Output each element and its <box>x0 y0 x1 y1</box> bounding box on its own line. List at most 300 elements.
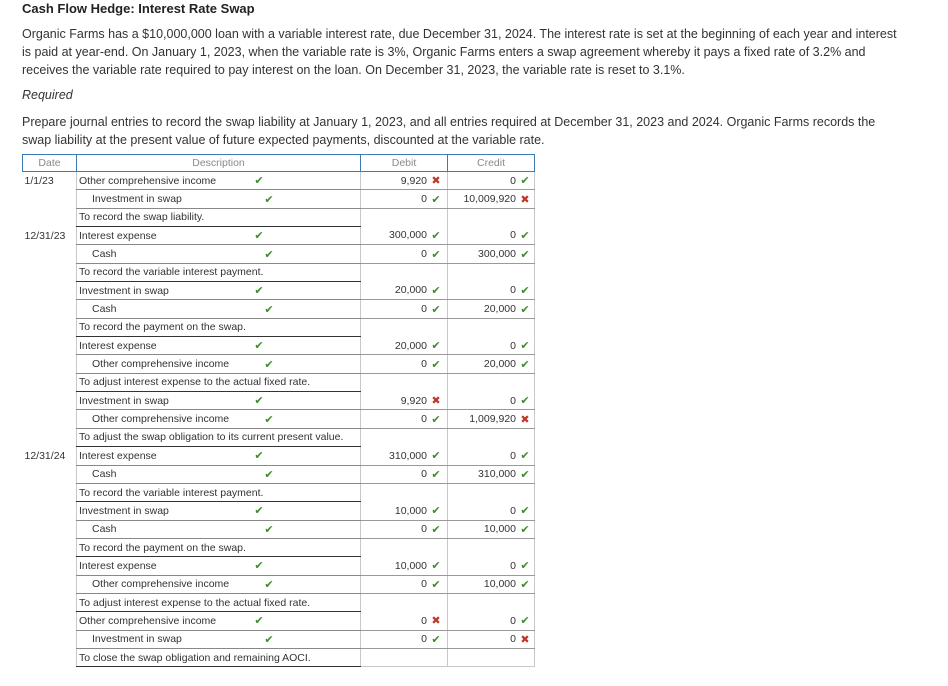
amount-value-group <box>395 284 441 297</box>
check-icon: ✔ <box>431 358 441 371</box>
header-description: Description <box>77 155 361 172</box>
amount-value-group <box>510 339 530 352</box>
entry-date-blank <box>23 300 77 318</box>
x-icon: ✖ <box>431 395 441 408</box>
amount-value: 10,000 <box>483 578 516 591</box>
memo-blank-cell <box>361 593 448 611</box>
debit-account-select[interactable] <box>77 227 361 245</box>
credit-amount-input[interactable] <box>448 300 535 318</box>
credit-amount-input[interactable] <box>448 392 535 410</box>
journal-header-row <box>23 155 535 172</box>
check-icon: ✔ <box>264 303 274 316</box>
entry-date-blank <box>23 575 77 593</box>
amount-value: 0 <box>510 394 516 407</box>
debit-amount-input[interactable] <box>361 520 448 538</box>
check-icon: ✔ <box>520 450 530 463</box>
entry-date: 12/31/24 <box>24 449 66 462</box>
entry-date-blank <box>23 208 77 226</box>
account-name: Other comprehensive income <box>92 413 230 426</box>
check-icon: ✔ <box>520 615 530 628</box>
check-icon: ✔ <box>264 193 274 206</box>
amount-value: 0 <box>421 633 427 646</box>
amount-value-group <box>421 358 441 371</box>
debit-amount-input[interactable] <box>361 300 448 318</box>
credit-account-field <box>77 523 360 536</box>
check-icon: ✔ <box>264 633 274 646</box>
debit-account-select[interactable] <box>77 447 361 465</box>
memo-blank-cell <box>448 208 535 226</box>
account-name: Interest expense <box>79 229 157 242</box>
check-icon: ✔ <box>431 340 441 353</box>
check-icon: ✔ <box>431 578 441 591</box>
header-credit: Credit <box>448 155 535 172</box>
check-icon: ✔ <box>520 248 530 261</box>
amount-value: 0 <box>510 504 516 517</box>
check-icon: ✔ <box>431 633 441 646</box>
entry-date <box>23 282 77 300</box>
amount-value: 0 <box>421 523 427 536</box>
amount-value: 20,000 <box>394 284 427 297</box>
memo-blank-cell <box>361 373 448 391</box>
check-icon: ✔ <box>520 468 530 481</box>
amount-value: 300,000 <box>389 229 427 242</box>
credit-account-select[interactable] <box>77 465 361 483</box>
debit-account-field <box>77 504 360 517</box>
debit-amount-input[interactable] <box>361 612 448 630</box>
header-date: Date <box>23 155 77 172</box>
account-name: Cash <box>92 248 117 261</box>
account-name: Investment in swap <box>79 284 169 297</box>
journal-memo-row <box>23 538 535 556</box>
amount-value-group <box>421 633 441 646</box>
debit-amount-input[interactable] <box>361 410 448 428</box>
entry-memo: To adjust the swap obligation to its current present value. <box>77 428 361 446</box>
amount-value-group <box>395 559 441 572</box>
amount-value: 0 <box>510 449 516 462</box>
check-icon: ✔ <box>431 523 441 536</box>
amount-value-group <box>463 193 530 206</box>
amount-value: 10,000 <box>394 504 427 517</box>
debit-amount-input[interactable] <box>361 282 448 300</box>
credit-amount-input[interactable] <box>448 520 535 538</box>
amount-value: 20,000 <box>483 358 516 371</box>
check-icon: ✔ <box>520 395 530 408</box>
entry-memo: To record the variable interest payment. <box>77 263 361 281</box>
check-icon: ✔ <box>254 505 264 518</box>
check-icon: ✔ <box>431 284 441 297</box>
amount-value-group <box>484 578 530 591</box>
required-label: Required <box>22 88 73 102</box>
entry-date-blank <box>23 538 77 556</box>
debit-account-field <box>77 229 360 242</box>
amount-value: 1,009,920 <box>469 413 516 426</box>
journal-memo-row <box>23 648 535 666</box>
account-name: Interest expense <box>79 449 157 462</box>
journal-credit-row <box>23 410 535 428</box>
amount-value-group <box>421 578 441 591</box>
amount-value: 0 <box>421 578 427 591</box>
check-icon: ✔ <box>254 175 264 188</box>
amount-value-group <box>484 358 530 371</box>
amount-value-group <box>469 413 530 426</box>
amount-value-group <box>421 468 441 481</box>
check-icon: ✔ <box>431 560 441 573</box>
journal-debit-row <box>23 502 535 520</box>
x-icon: ✖ <box>520 193 530 206</box>
amount-value: 0 <box>421 358 427 371</box>
check-icon: ✔ <box>520 358 530 371</box>
check-icon: ✔ <box>264 468 274 481</box>
credit-account-select[interactable] <box>77 245 361 263</box>
check-icon: ✔ <box>520 505 530 518</box>
amount-value-group <box>401 174 441 187</box>
memo-blank-cell <box>448 428 535 446</box>
x-icon: ✖ <box>431 175 441 188</box>
debit-amount-input[interactable] <box>361 337 448 355</box>
memo-blank-cell <box>361 648 448 666</box>
journal-debit-row <box>23 612 535 630</box>
amount-value: 0 <box>510 229 516 242</box>
journal-credit-row <box>23 190 535 208</box>
check-icon: ✔ <box>520 523 530 536</box>
debit-amount-input[interactable] <box>361 190 448 208</box>
credit-account-field <box>77 248 360 261</box>
memo-blank-cell <box>361 538 448 556</box>
check-icon: ✔ <box>431 413 441 426</box>
debit-account-field <box>77 339 360 352</box>
amount-value-group <box>421 614 441 627</box>
entry-date-blank <box>23 318 77 336</box>
entry-memo: To adjust interest expense to the actual fixed rate. <box>77 593 361 611</box>
account-name: Other comprehensive income <box>92 578 230 591</box>
header-debit: Debit <box>361 155 448 172</box>
credit-amount-input[interactable] <box>448 355 535 373</box>
entry-memo: To adjust interest expense to the actual fixed rate. <box>77 373 361 391</box>
credit-account-field <box>77 633 360 646</box>
journal-debit-row <box>23 282 535 300</box>
journal-debit-row <box>23 557 535 575</box>
journal-debit-row <box>23 227 535 245</box>
amount-value: 310,000 <box>478 468 516 481</box>
journal-debit-row <box>23 392 535 410</box>
check-icon: ✔ <box>520 284 530 297</box>
amount-value: 0 <box>421 468 427 481</box>
journal-memo-row <box>23 428 535 446</box>
credit-account-field <box>77 578 360 591</box>
journal-debit-row <box>23 447 535 465</box>
debit-amount-input[interactable] <box>361 227 448 245</box>
memo-blank-cell <box>448 648 535 666</box>
check-icon: ✔ <box>520 560 530 573</box>
check-icon: ✔ <box>254 560 264 573</box>
entry-date-blank <box>23 483 77 501</box>
account-name: Investment in swap <box>79 504 169 517</box>
entry-date <box>23 337 77 355</box>
amount-value: 0 <box>421 413 427 426</box>
credit-amount-input[interactable] <box>448 337 535 355</box>
check-icon: ✔ <box>254 450 264 463</box>
debit-amount-input[interactable] <box>361 245 448 263</box>
entry-date-blank <box>23 630 77 648</box>
credit-account-field <box>77 468 360 481</box>
entry-memo: To record the swap liability. <box>77 208 361 226</box>
entry-date <box>23 502 77 520</box>
debit-account-field <box>77 174 360 187</box>
credit-amount-input[interactable] <box>448 612 535 630</box>
entry-date: 12/31/23 <box>24 229 66 242</box>
credit-account-field <box>77 303 360 316</box>
journal-credit-row <box>23 465 535 483</box>
amount-value: 310,000 <box>389 449 427 462</box>
check-icon: ✔ <box>264 523 274 536</box>
account-name: Cash <box>92 303 117 316</box>
check-icon: ✔ <box>520 175 530 188</box>
check-icon: ✔ <box>431 248 441 261</box>
amount-value-group <box>395 504 441 517</box>
account-name: Investment in swap <box>92 193 182 206</box>
amount-value: 0 <box>510 614 516 627</box>
debit-amount-input[interactable] <box>361 630 448 648</box>
check-icon: ✔ <box>431 505 441 518</box>
credit-account-select[interactable] <box>77 410 361 428</box>
check-icon: ✔ <box>431 193 441 206</box>
entry-date-blank <box>23 263 77 281</box>
amount-value-group <box>421 193 441 206</box>
entry-date-blank <box>23 648 77 666</box>
debit-account-field <box>77 284 360 297</box>
memo-blank-cell <box>361 318 448 336</box>
entry-date-blank <box>23 373 77 391</box>
entry-date-blank <box>23 355 77 373</box>
credit-account-select[interactable] <box>77 575 361 593</box>
amount-value-group <box>389 449 441 462</box>
debit-account-select[interactable] <box>77 392 361 410</box>
entry-memo: To close the swap obligation and remaining AOCI. <box>77 648 361 666</box>
debit-account-select[interactable] <box>77 612 361 630</box>
amount-value-group <box>421 248 441 261</box>
check-icon: ✔ <box>264 248 274 261</box>
amount-value-group <box>510 633 530 646</box>
check-icon: ✔ <box>520 229 530 242</box>
credit-amount-input[interactable] <box>448 465 535 483</box>
credit-amount-input[interactable] <box>448 575 535 593</box>
x-icon: ✖ <box>520 413 530 426</box>
debit-account-field <box>77 449 360 462</box>
amount-value: 20,000 <box>483 303 516 316</box>
debit-amount-input[interactable] <box>361 392 448 410</box>
amount-value: 0 <box>421 248 427 261</box>
entry-date <box>23 557 77 575</box>
journal-debit-row <box>23 172 535 190</box>
journal-credit-row <box>23 520 535 538</box>
credit-amount-input[interactable] <box>448 502 535 520</box>
check-icon: ✔ <box>431 303 441 316</box>
memo-blank-cell <box>448 318 535 336</box>
amount-value-group <box>510 174 530 187</box>
amount-value-group <box>510 614 530 627</box>
entry-memo: To record the payment on the swap. <box>77 318 361 336</box>
amount-value: 20,000 <box>394 339 427 352</box>
credit-account-select[interactable] <box>77 300 361 318</box>
memo-blank-cell <box>361 208 448 226</box>
check-icon: ✔ <box>431 229 441 242</box>
debit-account-select[interactable] <box>77 282 361 300</box>
debit-amount-input[interactable] <box>361 172 448 190</box>
amount-value: 9,920 <box>400 174 427 187</box>
debit-account-select[interactable] <box>77 557 361 575</box>
amount-value-group <box>395 339 441 352</box>
amount-value: 0 <box>510 284 516 297</box>
journal-memo-row <box>23 263 535 281</box>
account-name: Other comprehensive income <box>79 614 217 627</box>
amount-value: 10,009,920 <box>463 193 516 206</box>
credit-amount-input[interactable] <box>448 410 535 428</box>
entry-date-blank <box>23 520 77 538</box>
memo-blank-cell <box>448 263 535 281</box>
debit-account-field <box>77 394 360 407</box>
debit-amount-input[interactable] <box>361 557 448 575</box>
account-name: Investment in swap <box>92 633 182 646</box>
debit-amount-input[interactable] <box>361 575 448 593</box>
problem-intro: Organic Farms has a $10,000,000 loan with a variable interest rate, due December 31, 2024. The interest rate is set at the beginning of each year and interest is paid at year-end. On January 1, 2023, when the variable rate is 3%, Organic Farms enters a swap agreement whereby it pays a fixed rate of 3.2% and receives the variable rate required to pay interest on the loan. On December 31, 2023, the variable rate is reset to 3.1%. <box>22 27 897 77</box>
entry-date-blank <box>23 465 77 483</box>
problem-title: Cash Flow Hedge: Interest Rate Swap <box>22 1 255 16</box>
amount-value-group <box>510 394 530 407</box>
memo-blank-cell <box>448 373 535 391</box>
journal-body <box>23 172 535 667</box>
journal-credit-row <box>23 575 535 593</box>
amount-value: 0 <box>421 193 427 206</box>
check-icon: ✔ <box>520 340 530 353</box>
journal-memo-row <box>23 208 535 226</box>
amount-value: 0 <box>510 339 516 352</box>
x-icon: ✖ <box>431 615 441 628</box>
debit-account-select[interactable] <box>77 337 361 355</box>
credit-amount-input[interactable] <box>448 190 535 208</box>
debit-account-select[interactable] <box>77 172 361 190</box>
amount-value-group <box>478 468 530 481</box>
credit-account-select[interactable] <box>77 190 361 208</box>
amount-value: 0 <box>510 174 516 187</box>
check-icon: ✔ <box>254 230 264 243</box>
account-name: Investment in swap <box>79 394 169 407</box>
amount-value-group <box>421 523 441 536</box>
amount-value-group <box>421 413 441 426</box>
amount-value-group <box>484 523 530 536</box>
entry-date: 1/1/23 <box>24 174 54 187</box>
check-icon: ✔ <box>254 395 264 408</box>
amount-value: 10,000 <box>483 523 516 536</box>
check-icon: ✔ <box>520 303 530 316</box>
credit-account-select[interactable] <box>77 520 361 538</box>
journal-credit-row <box>23 630 535 648</box>
amount-value-group <box>484 303 530 316</box>
credit-amount-input[interactable] <box>448 245 535 263</box>
amount-value-group <box>510 504 530 517</box>
memo-blank-cell <box>361 483 448 501</box>
entry-date-blank <box>23 410 77 428</box>
journal-memo-row <box>23 373 535 391</box>
credit-account-field <box>77 358 360 371</box>
amount-value: 10,000 <box>394 559 427 572</box>
amount-value: 0 <box>421 303 427 316</box>
amount-value: 0 <box>510 559 516 572</box>
credit-amount-input[interactable] <box>448 557 535 575</box>
debit-amount-input[interactable] <box>361 502 448 520</box>
account-name: Interest expense <box>79 339 157 352</box>
journal-credit-row <box>23 355 535 373</box>
entry-date <box>23 392 77 410</box>
journal-debit-row <box>23 337 535 355</box>
journal-memo-row <box>23 483 535 501</box>
check-icon: ✔ <box>254 285 264 298</box>
journal-credit-row <box>23 300 535 318</box>
debit-account-select[interactable] <box>77 502 361 520</box>
amount-value-group <box>510 284 530 297</box>
journal-credit-row <box>23 245 535 263</box>
credit-amount-input[interactable] <box>448 172 535 190</box>
debit-amount-input[interactable] <box>361 355 448 373</box>
amount-value: 0 <box>510 633 516 646</box>
amount-value: 300,000 <box>478 248 516 261</box>
amount-value-group <box>389 229 441 242</box>
amount-value-group <box>510 559 530 572</box>
journal-table <box>22 154 535 667</box>
memo-blank-cell <box>448 483 535 501</box>
account-name: Other comprehensive income <box>92 358 230 371</box>
amount-value-group <box>421 303 441 316</box>
instructions: Prepare journal entries to record the swap liability at January 1, 2023, and all entries required at December 31, 2023 and 2024. Organic Farms records the swap liability at the present value of future expected payments, discounted at the variable rate. <box>22 115 876 147</box>
credit-account-field <box>77 413 360 426</box>
credit-amount-input[interactable] <box>448 630 535 648</box>
debit-account-field <box>77 559 360 572</box>
credit-account-select[interactable] <box>77 355 361 373</box>
check-icon: ✔ <box>264 358 274 371</box>
amount-value-group <box>401 394 441 407</box>
entry-date-blank <box>23 593 77 611</box>
check-icon: ✔ <box>431 450 441 463</box>
entry-memo: To record the variable interest payment. <box>77 483 361 501</box>
debit-amount-input[interactable] <box>361 447 448 465</box>
credit-account-select[interactable] <box>77 630 361 648</box>
memo-blank-cell <box>361 263 448 281</box>
account-name: Interest expense <box>79 559 157 572</box>
credit-amount-input[interactable] <box>448 447 535 465</box>
entry-date-blank <box>23 190 77 208</box>
memo-blank-cell <box>361 428 448 446</box>
entry-memo: To record the payment on the swap. <box>77 538 361 556</box>
account-name: Cash <box>92 468 117 481</box>
check-icon: ✔ <box>254 615 264 628</box>
check-icon: ✔ <box>264 578 274 591</box>
journal-memo-row <box>23 318 535 336</box>
check-icon: ✔ <box>520 578 530 591</box>
journal-memo-row <box>23 593 535 611</box>
memo-blank-cell <box>448 538 535 556</box>
amount-value-group <box>510 229 530 242</box>
entry-date <box>23 612 77 630</box>
amount-value: 9,920 <box>400 394 427 407</box>
entry-date-blank <box>23 428 77 446</box>
account-name: Cash <box>92 523 117 536</box>
credit-amount-input[interactable] <box>448 227 535 245</box>
check-icon: ✔ <box>431 468 441 481</box>
credit-amount-input[interactable] <box>448 282 535 300</box>
debit-amount-input[interactable] <box>361 465 448 483</box>
credit-account-field <box>77 193 360 206</box>
debit-account-field <box>77 614 360 627</box>
amount-value-group <box>478 248 530 261</box>
